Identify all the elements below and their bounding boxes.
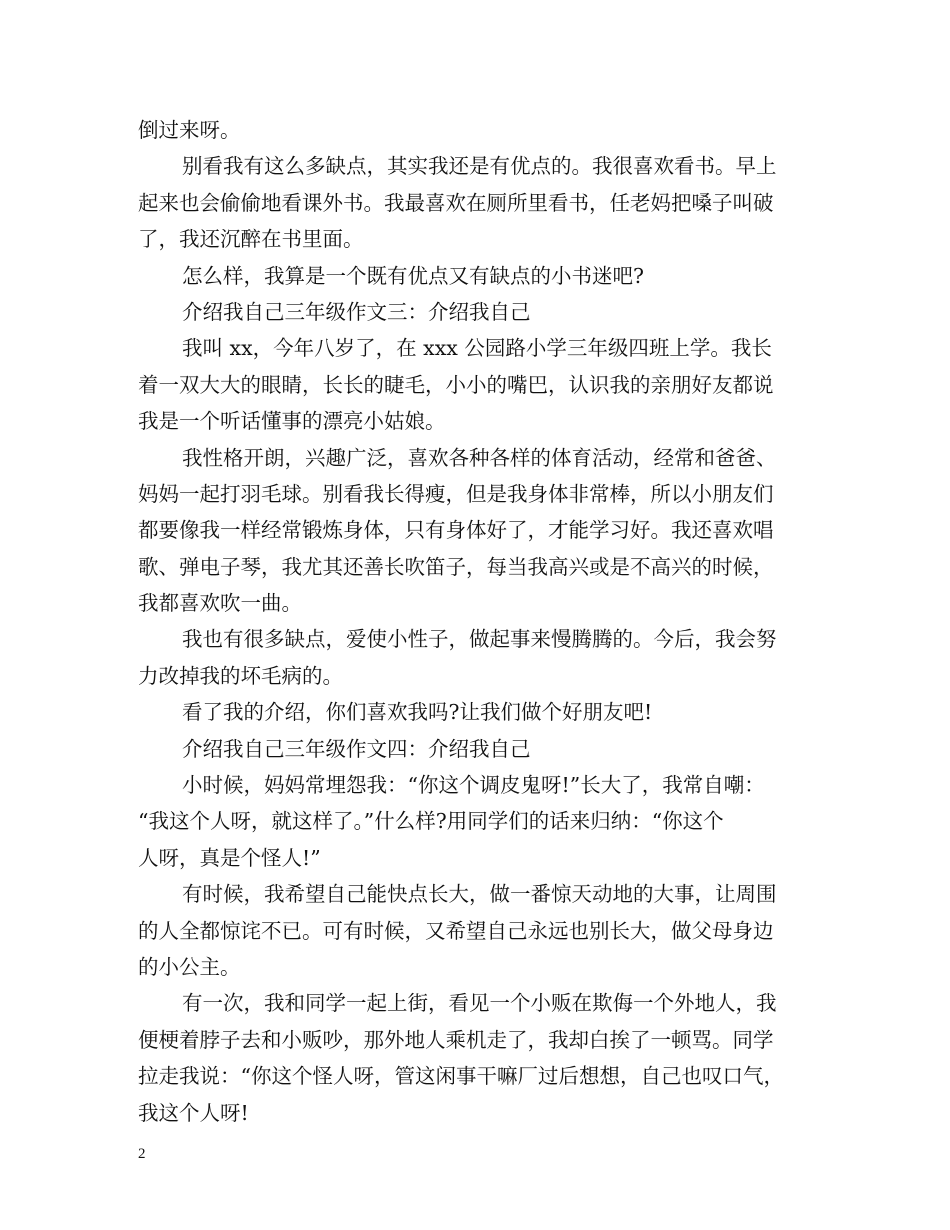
text-line: 看了我的介绍，你们喜欢我吗?让我们做个好朋友吧! xyxy=(182,700,653,725)
text-line: 我都喜欢吹一曲。 xyxy=(138,591,302,616)
text-line: 我这个人呀! xyxy=(138,1100,249,1125)
text-line: 怎么样，我算是一个既有优点又有缺点的小书迷吧? xyxy=(182,263,644,288)
text-line: 的小公主。 xyxy=(138,954,241,979)
text-line: 我叫 xx，今年八岁了，在 xxx 公园路小学三年级四班上学。我长 xyxy=(182,336,772,361)
text-line: 便梗着脖子去和小贩吵，那外地人乘机走了，我却白挨了一顿骂。同学 xyxy=(138,1027,774,1052)
section-heading: 介绍我自己三年级作文三：介绍我自己 xyxy=(182,299,531,324)
text-line: 我是一个听话懂事的漂亮小姑娘。 xyxy=(138,409,446,434)
text-line: 小时候，妈妈常埋怨我：“你这个调皮鬼呀!”长大了，我常自嘲： xyxy=(182,773,765,798)
text-line: 着一双大大的眼睛，长长的睫毛，小小的嘴巴，认识我的亲朋好友都说 xyxy=(138,372,774,397)
text-line: 歌、弹电子琴，我尤其还善长吹笛子，每当我高兴或是不高兴的时候， xyxy=(138,554,774,579)
text-line: 力改掉我的坏毛病的。 xyxy=(138,663,343,688)
text-line: 了，我还沉醉在书里面。 xyxy=(138,227,364,252)
text-line: 有一次，我和同学一起上街，看见一个小贩在欺侮一个外地人，我 xyxy=(182,991,777,1016)
text-line: 我性格开朗，兴趣广泛，喜欢各种各样的体育活动，经常和爸爸、 xyxy=(182,445,777,470)
text-line: 人呀，真是个怪人!” xyxy=(138,845,321,870)
text-line: 倒过来呀。 xyxy=(138,118,241,142)
text-line: 别看我有这么多缺点，其实我还是有优点的。我很喜欢看书。早上 xyxy=(182,154,777,179)
text-line: 我也有很多缺点，爱使小性子，做起事来慢腾腾的。今后，我会努 xyxy=(182,627,777,652)
text-line: 起来也会偷偷地看课外书。我最喜欢在厕所里看书，任老妈把嗓子叫破 xyxy=(138,190,774,215)
text-line: 的人全都惊诧不已。可有时候，又希望自己永远也别长大，做父母身边 xyxy=(138,918,774,943)
text-line: 有时候，我希望自己能快点长大，做一番惊天动地的大事，让周围 xyxy=(182,882,777,907)
text-line: 拉走我说：“你这个怪人呀，管这闲事干嘛厂过后想想，自己也叹口气， xyxy=(138,1064,784,1089)
page-number: 2 xyxy=(138,1146,146,1162)
text-line: 都要像我一样经常锻炼身体，只有身体好了，才能学习好。我还喜欢唱 xyxy=(138,518,774,543)
text-line: 妈妈一起打羽毛球。别看我长得瘦，但是我身体非常棒，所以小朋友们 xyxy=(138,481,774,506)
text-line: “我这个人呀，就这样了。”什么样?用同学们的话来归纳：“你这个 xyxy=(138,809,724,834)
section-heading: 介绍我自己三年级作文四：介绍我自己 xyxy=(182,736,531,761)
document-body xyxy=(138,112,818,1131)
